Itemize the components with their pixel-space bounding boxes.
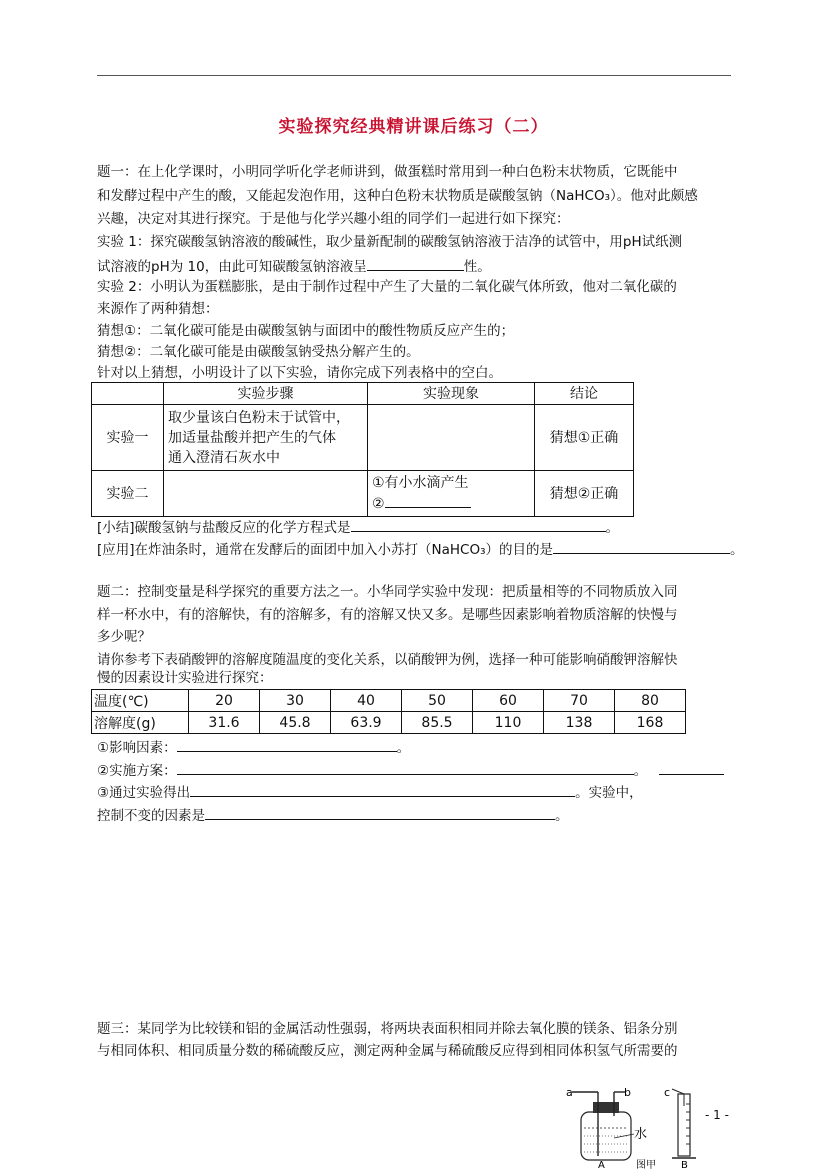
- plan-label: ②实施方案：: [97, 763, 177, 779]
- page-number: - 1 -: [705, 1108, 729, 1122]
- purpose-answer-blank[interactable]: [553, 539, 730, 554]
- q1-line-5-end: 性。: [463, 259, 491, 275]
- q1-line-9: 猜想②：二氧化碳可能是由碳酸氢钠受热分解产生的。: [97, 344, 420, 360]
- gas-bottle-a: [572, 1092, 634, 1160]
- q1-line-10: 针对以上猜想，小明设计了以下实验，请你完成下列表格中的空白。: [97, 365, 502, 381]
- controlled-end: 。: [555, 808, 569, 824]
- header-steps: 实验步骤: [164, 383, 368, 405]
- row-2-steps-blank[interactable]: [164, 471, 368, 517]
- q3-line-2: 与相同体积、相同质量分数的稀硫酸反应，测定两种金属与稀硫酸反应得到相同体积氢气所需要的: [97, 1043, 678, 1059]
- equation-answer-blank[interactable]: [351, 517, 606, 532]
- header-conclusion: 结论: [535, 383, 634, 405]
- conclusion-answer-blank[interactable]: [190, 782, 575, 797]
- solubility-cell: 110: [473, 712, 544, 734]
- row-1-step-line: 加适量盐酸并把产生的气体: [168, 429, 336, 446]
- solubility-cell: 45.8: [260, 712, 331, 734]
- q2-line-5: 慢的因素设计实验进行探究：: [97, 670, 273, 686]
- row-1-step-line: 通入澄清石灰水中: [168, 449, 280, 466]
- acidity-answer-blank[interactable]: [367, 256, 464, 271]
- row-2-observations: [368, 471, 535, 517]
- plan-line: [97, 760, 724, 781]
- q1-line-4: 实验 1：探究碳酸氢钠溶液的酸碱性，取少量新配制的碳酸氢钠溶液于洁净的试管中，用pH试纸测: [97, 234, 683, 250]
- controlled-label: 控制不变的因素是: [97, 808, 205, 824]
- apply-end: 。: [730, 542, 744, 558]
- apparatus-figure: [560, 1086, 730, 1170]
- solubility-label: 溶解度(g): [92, 712, 189, 734]
- q1-line-2: 和发酵过程中产生的酸，又能起发泡作用，这种白色粉末状物质是碳酸氢钠（NaHCO₃）。他对此颇感: [97, 188, 698, 204]
- solubility-cell: 63.9: [331, 712, 402, 734]
- row-1-steps: [164, 405, 368, 471]
- header-rule: [97, 75, 731, 76]
- solubility-table: [91, 689, 686, 734]
- q1-line-6: 实验 2：小明认为蛋糕膨胀，是由于制作过程中产生了大量的二氧化碳气体所致，他对二氧化碳的: [97, 279, 677, 295]
- q2-line-2: 样一杯水中，有的溶解快，有的溶解多，有的溶解又快又多。是哪些因素影响着物质溶解的快慢与: [97, 607, 678, 623]
- label-a: a: [566, 1086, 573, 1099]
- temperature-cell: 30: [260, 690, 331, 712]
- q3-line-1: 题三：某同学为比较镁和铝的金属活动性强弱，将两块表面积相同并除去氧化膜的镁条、铝条分别: [97, 1021, 678, 1037]
- graduated-cylinder-b: [672, 1089, 696, 1158]
- solubility-cell: 138: [544, 712, 615, 734]
- factor-answer-blank[interactable]: [177, 737, 397, 752]
- apply-text: [应用]在炸油条时，通常在发酵后的面团中加入小苏打（NaHCO₃）的目的是: [97, 542, 554, 558]
- summary-end: 。: [605, 520, 620, 536]
- row-1-name: 实验一: [92, 405, 164, 471]
- factor-line: [97, 737, 410, 758]
- header-observations: 实验现象: [368, 383, 535, 405]
- label-c: c: [664, 1086, 671, 1099]
- q1-line-1: 题一：在上化学课时，小明同学听化学老师讲到，做蛋糕时常用到一种白色粉末状物质，它既能中: [97, 164, 678, 180]
- solubility-cell: 31.6: [189, 712, 260, 734]
- row-2-observation-1: ①有小水滴产生: [372, 475, 469, 491]
- q2-line-3: 多少呢？: [97, 629, 151, 645]
- label-B: B: [681, 1160, 688, 1170]
- factor-label: ①影响因素：: [97, 740, 177, 756]
- temperature-cell: 40: [331, 690, 402, 712]
- plan-end: 。: [633, 763, 648, 779]
- q2-line-1: 题二：控制变量是科学探究的重要方法之一。小华同学实验中发现：把质量相等的不同物质放入同: [97, 584, 678, 600]
- temperature-cell: 60: [473, 690, 544, 712]
- figure-caption: 图甲: [636, 1160, 656, 1170]
- row-1-conclusion: 猜想①正确: [535, 405, 634, 471]
- summary-text: [小结]碳酸氢钠与盐酸反应的化学方程式是: [97, 520, 351, 536]
- q1-line-5: [97, 256, 491, 277]
- row-2-conclusion: 猜想②正确: [535, 471, 634, 517]
- q1-line-7: 来源作了两种猜想：: [97, 301, 219, 317]
- row-1-observation-blank[interactable]: [368, 405, 535, 471]
- temperature-cell: 70: [544, 690, 615, 712]
- plan-answer-blank-2[interactable]: [659, 760, 724, 775]
- conclusion-line: [97, 782, 643, 803]
- controlled-line: [97, 805, 569, 826]
- row-2-observation-2: ②: [372, 493, 530, 514]
- plan-answer-blank[interactable]: [177, 760, 634, 775]
- label-water: 水: [634, 1127, 648, 1142]
- temperature-label: 温度(℃): [92, 690, 189, 712]
- q1-line-8: 猜想①：二氧化碳可能是由碳酸氢钠与面团中的酸性物质反应产生的；: [97, 323, 515, 339]
- conclusion-label: ③通过实验得出: [97, 785, 191, 801]
- page-title: 实验探究经典精讲课后练习（二）: [278, 117, 549, 137]
- apply-line: [97, 539, 744, 560]
- temperature-cell: 50: [402, 690, 473, 712]
- factor-end: 。: [396, 740, 411, 756]
- conclusion-end: 。实验中，: [575, 785, 643, 801]
- observation-2-blank[interactable]: [385, 493, 471, 508]
- q1-line-5-text: 试溶液的pH为 10，由此可知碳酸氢钠溶液呈: [97, 259, 367, 275]
- temperature-cell: 20: [189, 690, 260, 712]
- label-A: A: [598, 1160, 605, 1170]
- q2-line-4: 请你参考下表硝酸钾的溶解度随温度的变化关系，以硝酸钾为例，选择一种可能影响硝酸钾溶解快: [97, 652, 678, 668]
- q1-line-3: 兴趣，决定对其进行探究。于是他与化学兴趣小组的同学们一起进行如下探究：: [97, 211, 570, 227]
- solubility-cell: 168: [615, 712, 686, 734]
- temperature-cell: 80: [615, 690, 686, 712]
- row-1-step-line: 取少量该白色粉末于试管中，: [168, 409, 350, 426]
- label-b: b: [624, 1086, 631, 1099]
- header-empty: [92, 383, 164, 405]
- row-2-name: 实验二: [92, 471, 164, 517]
- solubility-cell: 85.5: [402, 712, 473, 734]
- experiment-table: [91, 382, 634, 517]
- controlled-answer-blank[interactable]: [205, 805, 555, 820]
- summary-line: [97, 517, 619, 538]
